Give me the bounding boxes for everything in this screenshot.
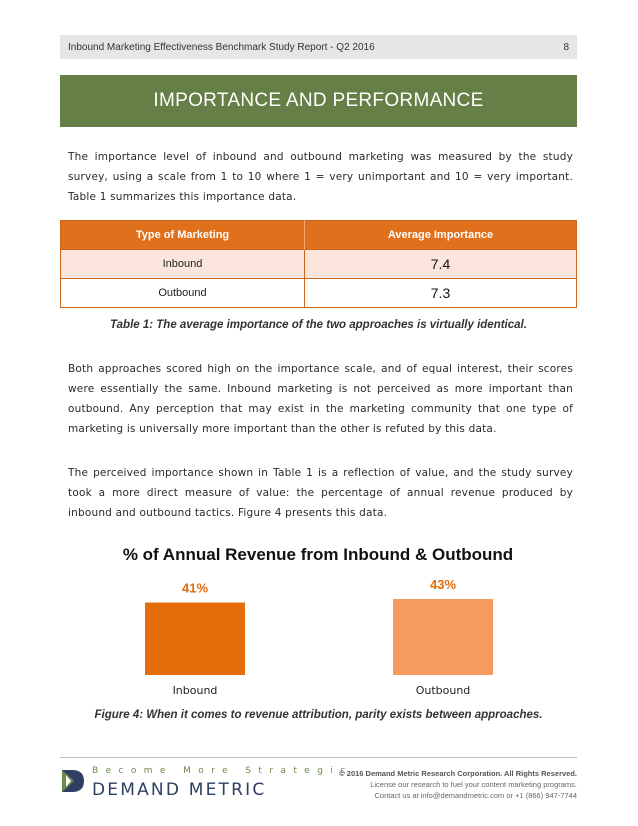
license-text: License our research to fuel your content marketing programs. [370,780,577,789]
page-number: 8 [563,41,569,53]
column-header-type: Type of Marketing [61,221,305,250]
importance-value-cell: 7.3 [305,279,577,308]
contact-text: Contact us at info@demandmetric.com or +1 (866) 947-7744 [374,791,577,800]
footer-divider [60,757,577,758]
section-banner [60,75,577,127]
brand-name: DEMAND METRIC [92,780,267,800]
body-paragraph-both: Both approaches scored high on the importance scale, and of equal interest, their scores were essentially the same. Inbound marketing is not perceived as more important than outbound. Any perception that may exist in the marketing community that one type of marketing is universally more important than the other is refuted by this data. [68,363,573,435]
section-title: IMPORTANCE AND PERFORMANCE [153,90,484,111]
category-label: Outbound [415,684,471,697]
table-header-row [61,221,577,250]
body-paragraph-perceived: The perceived importance shown in Table 1 is a reflection of value, and the study survey took a more direct measure of value: the percentage of annual revenue produced by inbound and outbound tactics. Figure 4 presents this data. [68,467,573,519]
table-row [61,250,577,279]
table-caption: Table 1: The average importance of the two approaches is virtually identical. [110,319,527,331]
bar-value-label: 43% [429,577,457,592]
copyright-text: © 2016 Demand Metric Research Corporation. All Rights Reserved. [339,769,577,778]
footer-tagline: Become More Strategic [92,766,353,776]
demand-metric-logo-icon [60,768,86,794]
figure-caption: Figure 4: When it comes to revenue attribution, parity exists between approaches. [94,709,543,721]
category-label: Inbound [172,684,218,697]
intro-paragraph: The importance level of inbound and outbound marketing was measured by the study survey, using a scale from 1 to 10 where 1 = very unimportant and 10 = very important. Table 1 summarizes this importance data. [68,151,573,203]
column-header-importance: Average Importance [305,221,577,250]
bar-outbound [393,599,493,675]
report-title: Inbound Marketing Effectiveness Benchmark Study Report - Q2 2016 [68,41,375,53]
marketing-type-cell: Inbound [61,250,305,279]
marketing-type-cell: Outbound [61,279,305,308]
page-header [60,35,577,59]
importance-value-cell: 7.4 [305,250,577,279]
footer-info [300,768,577,801]
bar-value-label: 41% [181,580,209,596]
table-row [61,279,577,308]
revenue-bar-chart [60,535,577,705]
chart-title: % of Annual Revenue from Inbound & Outbound [122,545,514,564]
importance-table [60,220,577,308]
bar-inbound [145,603,245,675]
